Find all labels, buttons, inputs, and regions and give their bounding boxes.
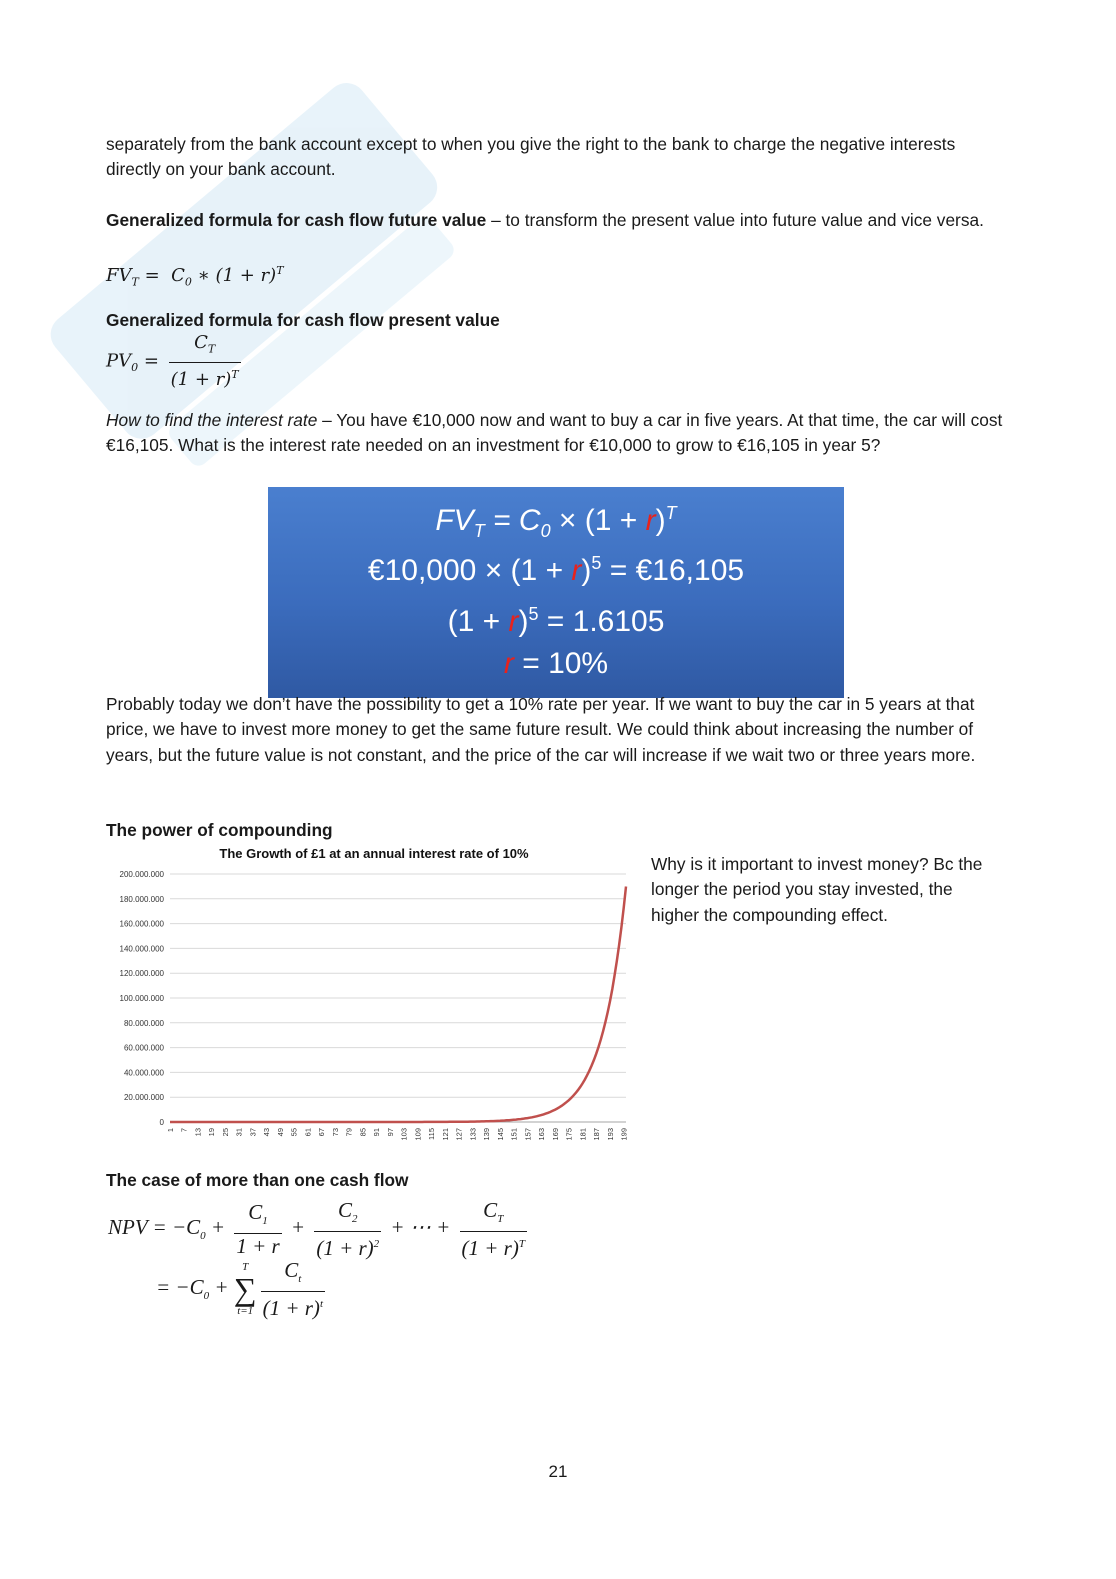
x-tick-label: 199 — [619, 1128, 629, 1141]
formula-line-1: $FV_T = C_0 \times (1 + r)^T$ — [435, 503, 677, 541]
x-tick-label: 151 — [509, 1128, 519, 1141]
x-tick-label: 145 — [495, 1128, 505, 1141]
npv-heading: The case of more than one cash flow — [106, 1170, 409, 1190]
x-tick-label: 97 — [385, 1128, 395, 1137]
x-tick-label: 109 — [413, 1128, 423, 1141]
npv-formula: NPV = $-C_0$ + $\frac{C_1}{1 + r}$ + $\frac{C_2}{(1 + r)^2}$ + ⋯ + $\frac{C_T}{(1 + r)^T}$ = $-C_0$ + T ∑ t=1 $\frac{C_t}{(1 + r)^t}$ — [108, 1198, 525, 1321]
x-tick-label: 1 — [166, 1128, 175, 1133]
x-tick-label: 37 — [248, 1128, 258, 1137]
x-tick-label: 79 — [344, 1128, 354, 1137]
x-tick-label: 13 — [193, 1128, 203, 1137]
fv-paragraph — [106, 208, 1006, 233]
x-tick-label: 7 — [179, 1128, 189, 1133]
x-tick-label: 121 — [440, 1128, 450, 1141]
x-tick-label: 19 — [207, 1128, 217, 1137]
x-tick-label: 55 — [289, 1128, 299, 1137]
y-tick-label: 60.000.000 — [123, 1043, 164, 1053]
y-tick-label: 140.000.000 — [119, 944, 164, 954]
compounding-chart — [106, 846, 636, 1146]
x-tick-label: 115 — [427, 1128, 437, 1140]
x-tick-label: 187 — [592, 1128, 602, 1141]
x-tick-label: 61 — [303, 1128, 313, 1137]
discussion-paragraph: Probably today we don’t have the possibility to get a 10% rate per year. If we want to buy the car in 5 years at that price, we have to invest more money to get the same future result. We could think about increasing the number of years, but the future value is not constant, and the price of the car will increase if we wait two or three years more. — [106, 694, 976, 765]
x-tick-label: 91 — [372, 1128, 382, 1137]
fv-text: – to transform the present value into future value and vice versa. — [486, 210, 984, 230]
x-tick-label: 169 — [550, 1128, 560, 1141]
x-tick-label: 73 — [330, 1128, 340, 1137]
y-tick-label: 120.000.000 — [119, 969, 164, 979]
compounding-side-note: Why is it important to invest money? Bc the longer the period you stay invested, the higher the compounding effect. — [651, 854, 983, 925]
x-tick-label: 163 — [537, 1128, 547, 1141]
y-tick-label: 80.000.000 — [123, 1018, 164, 1028]
interest-lead: How to find the interest rate — [106, 410, 318, 430]
x-tick-label: 49 — [275, 1128, 285, 1137]
x-tick-label: 175 — [564, 1128, 574, 1141]
rate-symbol: r — [645, 504, 656, 537]
x-tick-label: 139 — [482, 1128, 492, 1141]
formula-line-2: €10,000 × $(1 + r)^5$ = €16,105 — [367, 553, 745, 587]
y-tick-label: 160.000.000 — [119, 919, 164, 929]
y-tick-label: 0 — [159, 1118, 164, 1127]
x-tick-label: 181 — [578, 1128, 588, 1141]
y-tick-label: 40.000.000 — [123, 1068, 164, 1078]
formula-line-4: r = 10% — [503, 647, 609, 680]
chart-title: The Growth of £1 at an annual interest rate of 10% — [219, 846, 529, 861]
fv-heading: Generalized formula for cash flow future value — [106, 210, 487, 230]
y-tick-label: 20.000.000 — [123, 1093, 164, 1103]
x-tick-label: 31 — [234, 1128, 244, 1137]
page-number: 21 — [548, 1462, 568, 1481]
x-tick-label: 193 — [605, 1128, 615, 1141]
x-tick-label: 43 — [262, 1128, 272, 1137]
compounding-heading: The power of compounding — [106, 820, 333, 840]
y-tick-label: 200.000.000 — [119, 870, 164, 879]
x-tick-label: 25 — [220, 1128, 230, 1137]
interest-text: – You have €10,000 now and want to buy a car in five years. At that time, the car will cost €16,105. What is the interest rate needed on an investment for €10,000 to grow to €16,105 in year 5? — [106, 410, 1003, 456]
x-tick-label: 157 — [523, 1128, 533, 1141]
interest-paragraph — [106, 408, 1006, 459]
pv-formula: $PV_0$ = $\frac{C_T}{(1 + r)^T}$ — [106, 332, 239, 390]
formula-box — [268, 487, 844, 698]
formula-line-3: $(1 + r)^5 = 1.6105$ — [447, 604, 665, 638]
pv-heading: Generalized formula for cash flow present value — [106, 310, 500, 330]
x-tick-label: 127 — [454, 1128, 464, 1141]
x-tick-label: 85 — [358, 1128, 368, 1137]
growth-series-line — [170, 887, 626, 1123]
x-tick-label: 67 — [317, 1128, 327, 1137]
y-tick-label: 100.000.000 — [119, 994, 164, 1003]
fv-formula: $FV_T = C_0$ ∗ $(1 + r)^T$ — [106, 264, 284, 289]
y-tick-label: 180.000.000 — [119, 894, 164, 904]
intro-paragraph: separately from the bank account except to when you give the right to the bank to charge the negative interests directly on your bank account. — [106, 134, 956, 180]
x-tick-label: 133 — [468, 1128, 478, 1141]
x-tick-label: 103 — [399, 1128, 409, 1141]
